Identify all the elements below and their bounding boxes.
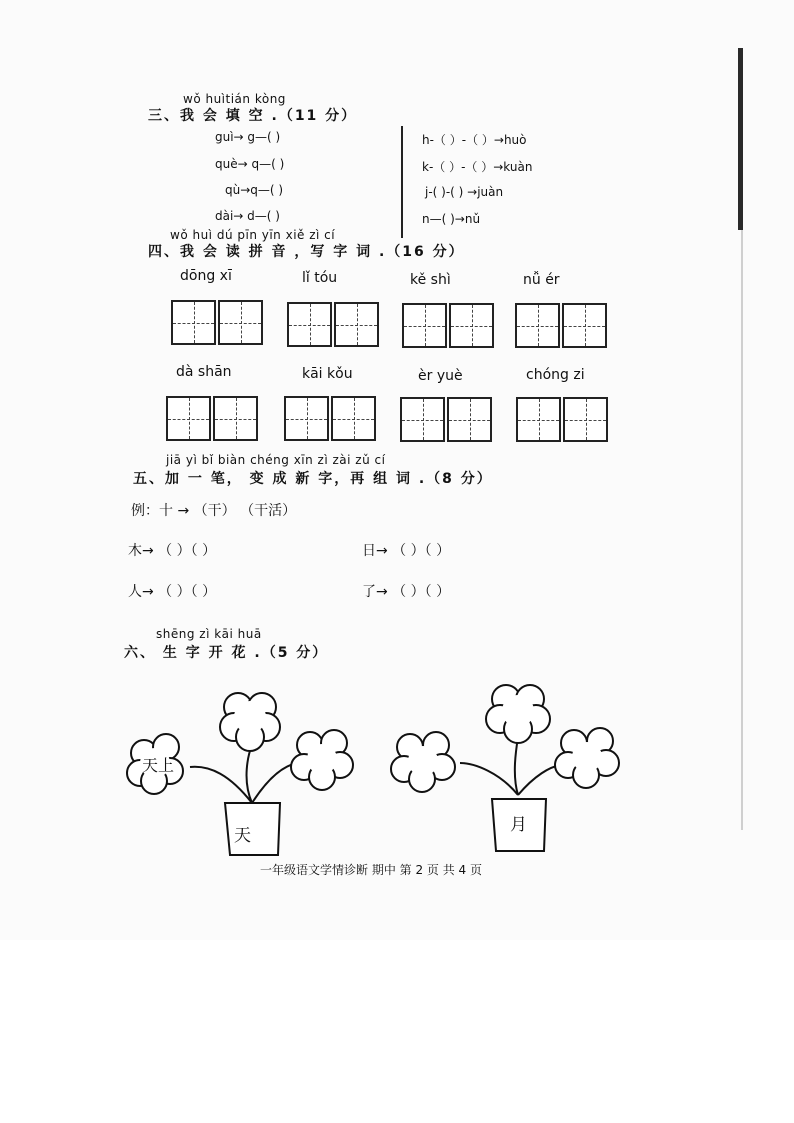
flower-right-top — [486, 685, 550, 743]
pinyin-dashan: dà shān — [176, 364, 232, 380]
section3-right-row-4: n—( )→nǔ — [422, 212, 481, 226]
section5-item-ren: 人→ （ ）（ ） — [128, 584, 217, 600]
section3-right-row-3: j-( )-( ) →juàn — [425, 185, 504, 199]
pinyin-eryue: èr yuè — [418, 368, 463, 384]
section3-left-row-4: dài→ d—( ) — [215, 209, 280, 223]
section3-title: 三、我 会 填 空 .（11 分） — [148, 108, 358, 124]
section5-item-ri: 日→ （ ）（ ） — [362, 543, 451, 559]
writing-box[interactable] — [334, 302, 379, 347]
flower-top-left — [220, 693, 280, 751]
pinyin-litou: lǐ tóu — [302, 270, 338, 286]
writing-box[interactable] — [516, 397, 561, 442]
section5-pinyin: jiā yì bǐ biàn chéng xīn zì zài zǔ cí — [166, 453, 386, 467]
stem — [515, 737, 518, 795]
pot-char-yue: 月 — [510, 815, 527, 835]
section3-left-row-2: què→ q—( ) — [215, 157, 285, 171]
section3-pinyin: wǒ huìtián kòng — [183, 92, 286, 106]
section4-title: 四、我 会 读 拼 音 ，写 字 词 .（16 分） — [148, 244, 465, 260]
section3-right-row-2: k-（ ）-（ ）→kuàn — [422, 160, 533, 174]
flower-right-left — [391, 732, 455, 792]
section3-left-row-1: guì→ g—( ) — [215, 130, 281, 144]
section5-item-le: 了→ （ ）（ ） — [362, 584, 451, 600]
writing-box[interactable] — [562, 303, 607, 348]
pinyin-dongxi: dōng xī — [180, 268, 232, 284]
stem — [518, 765, 560, 795]
stem — [247, 745, 252, 803]
scan-edge-line — [741, 230, 743, 830]
writing-box[interactable] — [331, 396, 376, 441]
writing-box[interactable] — [213, 396, 258, 441]
pinyin-keshi: kě shì — [410, 272, 451, 288]
writing-box[interactable] — [402, 303, 447, 348]
section5-title: 五、加 一 笔， 变 成 新 字，再 组 词 .（8 分） — [133, 471, 493, 487]
section5-example: 例：十 → （干） （干活） — [131, 503, 297, 519]
section3-right-row-1: h-（ ）-（ ）→huò — [422, 133, 527, 147]
section5-item-mu: 木→ （ ）（ ） — [128, 543, 217, 559]
writing-box[interactable] — [563, 397, 608, 442]
writing-box[interactable] — [171, 300, 216, 345]
writing-box[interactable] — [166, 396, 211, 441]
stem — [460, 763, 518, 795]
section4-pinyin: wǒ huì dú pīn yīn xiě zì cí — [170, 228, 336, 242]
writing-box[interactable] — [449, 303, 494, 348]
writing-box[interactable] — [447, 397, 492, 442]
writing-box[interactable] — [284, 396, 329, 441]
pinyin-nuer: nǚ ér — [523, 272, 560, 288]
flower-left-right — [291, 730, 353, 790]
section6-pinyin: shēng zì kāi huā — [156, 627, 262, 641]
pinyin-chongzi: chóng zi — [526, 367, 585, 383]
writing-box[interactable] — [287, 302, 332, 347]
pinyin-kaikou: kāi kǒu — [302, 366, 353, 382]
pot-char-tian: 天 — [234, 826, 251, 846]
writing-box[interactable] — [515, 303, 560, 348]
scan-edge-shadow — [738, 48, 743, 230]
writing-box[interactable] — [400, 397, 445, 442]
stem — [190, 767, 252, 803]
page-footer: 一年级语文学情诊断 期中 第 2 页 共 4 页 — [260, 863, 482, 877]
flower-text-tianshang: 天上 — [142, 756, 175, 775]
flower-pots-illustration — [110, 675, 650, 870]
flower-right-right — [555, 728, 619, 788]
section3-divider — [401, 126, 403, 238]
writing-box[interactable] — [218, 300, 263, 345]
section6-title: 六、 生 字 开 花 .（5 分） — [124, 645, 329, 661]
section3-left-row-3: qù→q—( ) — [225, 183, 284, 197]
